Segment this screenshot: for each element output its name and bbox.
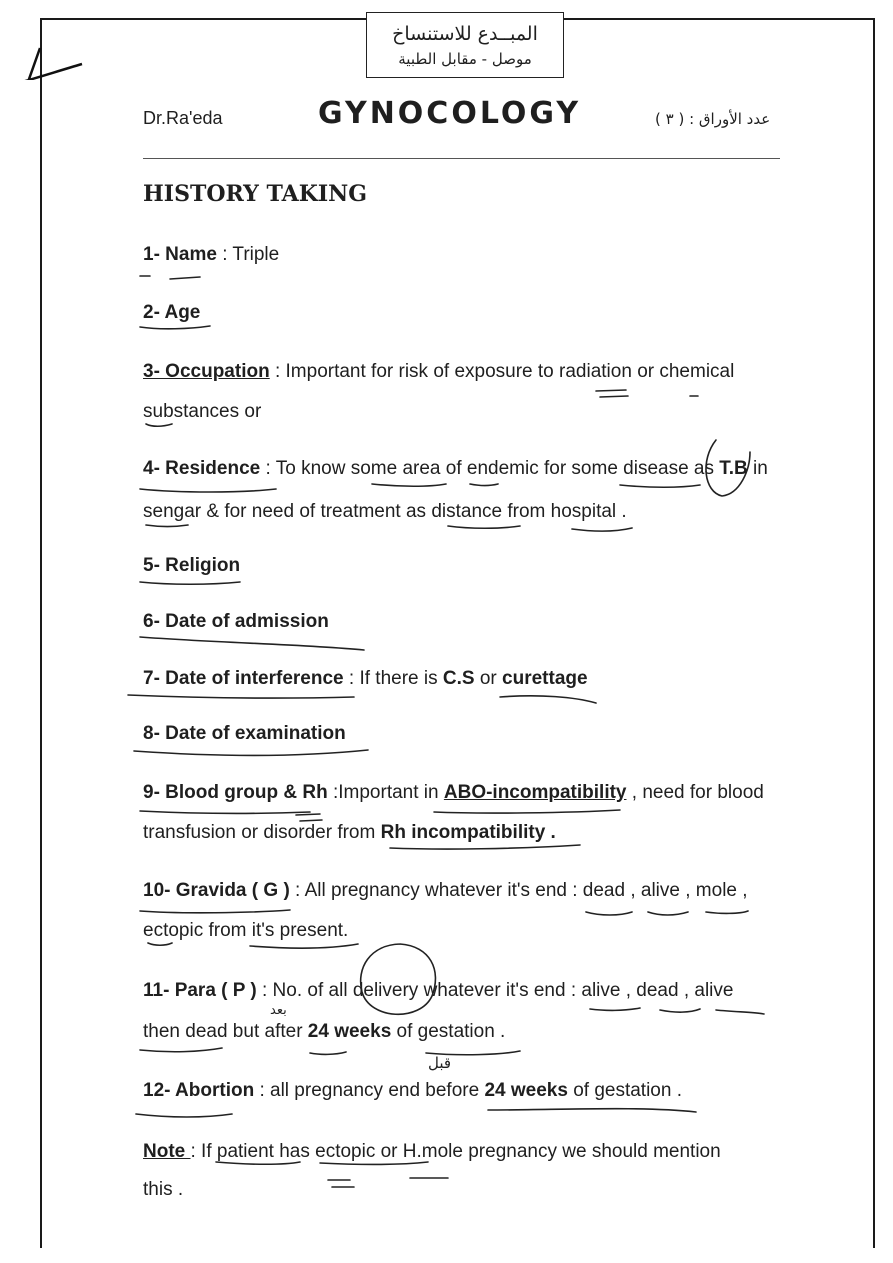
stamp-line-1: المبــدع للاستنساخ xyxy=(392,23,538,45)
item-bold: 24 weeks xyxy=(307,1021,392,1042)
note-cont: this . xyxy=(143,1179,184,1200)
section-title: HISTORY TAKING xyxy=(143,181,368,207)
underline-mark xyxy=(390,845,580,849)
item-text: : Important for risk of exposure to radiation or chemical xyxy=(269,361,735,382)
item-date-interference xyxy=(143,668,588,690)
item-text: : To know some area of endemic for some disease as xyxy=(260,458,720,479)
item-religion xyxy=(143,555,240,577)
underline-mark xyxy=(216,1162,448,1187)
item-text: : All pregnancy whatever it's end : dead , alive , mole , xyxy=(289,880,748,901)
underline-mark xyxy=(140,326,210,329)
underline-mark xyxy=(140,484,700,492)
item-date-admission xyxy=(143,611,329,633)
item-residence xyxy=(143,458,768,480)
item-label: 2- Age xyxy=(143,302,201,323)
item-para-cont xyxy=(143,1021,505,1043)
item-text: transfusion or disorder from xyxy=(143,822,381,843)
item-bold: ABO-incompatibility xyxy=(443,782,627,803)
item-text: : No. of all delivery whatever it's end : alive , dead , alive xyxy=(256,980,734,1001)
item-para xyxy=(143,980,733,1002)
item-blood-group xyxy=(143,782,764,804)
handwritten-note: بعد xyxy=(270,1003,287,1018)
underline-mark xyxy=(590,1008,764,1014)
note-label: Note xyxy=(143,1141,191,1162)
item-bold: curettage xyxy=(502,668,588,689)
item-bold: C.S xyxy=(442,668,475,689)
item-gravida xyxy=(143,880,748,902)
item-label: 10- Gravida ( G ) xyxy=(143,880,290,901)
underline-mark xyxy=(134,750,368,755)
item-tail: of gestation . xyxy=(391,1021,506,1042)
underline-mark xyxy=(140,637,364,650)
header-divider xyxy=(143,158,780,159)
item-label: 11- Para ( P ) xyxy=(143,980,257,1001)
item-mid: or xyxy=(474,668,503,689)
author-name: Dr.Ra'eda xyxy=(143,108,223,128)
item-label: 9- Blood group & Rh xyxy=(143,782,328,803)
item-label: 6- Date of admission xyxy=(143,611,329,632)
item-bold: Rh incompatibility . xyxy=(380,822,556,843)
underline-mark xyxy=(140,910,748,915)
underline-mark xyxy=(146,525,632,531)
underline-mark xyxy=(140,1048,520,1055)
item-bold: 24 weeks xyxy=(484,1080,568,1101)
item-gravida-cont: ectopic from it's present. xyxy=(143,920,349,941)
item-label: 7- Date of interference xyxy=(143,668,344,689)
item-tail: , need for blood xyxy=(626,782,764,803)
underline-mark xyxy=(136,1109,696,1117)
item-date-examination xyxy=(143,723,346,745)
item-label: 8- Date of examination xyxy=(143,723,346,744)
item-abortion xyxy=(143,1080,682,1102)
underline-mark xyxy=(596,390,698,397)
item-label: 1- Name xyxy=(143,244,217,265)
item-label: 3- Occupation xyxy=(143,361,270,382)
page-border-right xyxy=(873,18,875,1248)
underline-mark xyxy=(140,582,240,584)
underline-mark xyxy=(140,810,620,821)
item-label: 4- Residence xyxy=(143,458,261,479)
item-tail: in xyxy=(747,458,768,479)
item-occupation-cont: substances or xyxy=(143,401,262,422)
underline-mark xyxy=(128,695,596,703)
pen-mark xyxy=(0,20,100,80)
item-text: : If there is xyxy=(343,668,443,689)
document-title: GYNOCOLOGY xyxy=(318,96,582,131)
underline-mark xyxy=(148,943,358,948)
item-blood-group-cont xyxy=(143,822,556,844)
page-count: عدد الأوراق : ( ٣ ) xyxy=(655,110,771,128)
underline-mark xyxy=(146,424,172,426)
item-text: :Important in xyxy=(327,782,444,803)
item-occupation xyxy=(143,361,734,383)
item-residence-cont: sengar & for need of treatment as distance from hospital . xyxy=(143,501,627,522)
item-text: : all pregnancy end before xyxy=(254,1080,485,1101)
underline-mark xyxy=(140,276,200,279)
note xyxy=(143,1141,721,1163)
item-tail: of gestation . xyxy=(567,1080,682,1101)
item-text: : Triple xyxy=(216,244,280,265)
item-label: 12- Abortion xyxy=(143,1080,255,1101)
note-text: : If patient has ectopic or H.mole pregnancy we should mention xyxy=(190,1141,721,1162)
item-label: 5- Religion xyxy=(143,555,241,576)
stamp-line-2: موصل - مقابل الطبية xyxy=(398,50,532,68)
item-bold: T.B xyxy=(719,458,748,479)
page-border-left xyxy=(40,18,42,1248)
item-age xyxy=(143,302,200,324)
copy-shop-stamp xyxy=(366,12,564,78)
item-text: then dead but after xyxy=(143,1021,308,1042)
handwritten-note: قبل xyxy=(428,1054,452,1072)
item-name xyxy=(143,244,279,266)
